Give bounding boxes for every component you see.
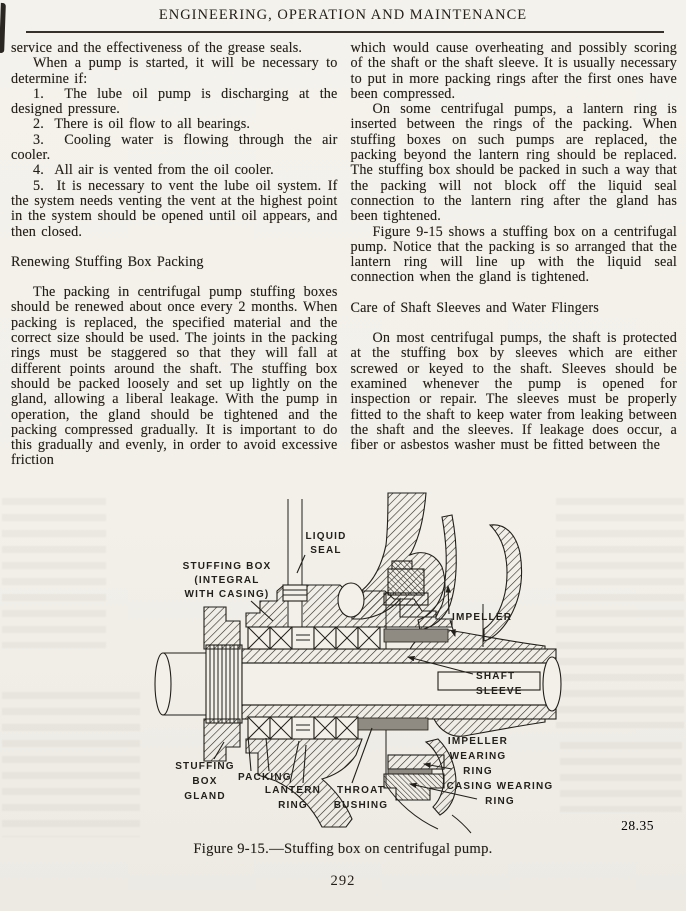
casing-channel [338,583,364,617]
header-rule [26,31,664,33]
impeller-hub [388,569,424,595]
throat-bushing-label: THROAT BUSHING [333,785,389,811]
body-paragraph: Figure 9-15 shows a stuffing box on a centrifugal pump. Notice that the packing is so arranged that the lantern ring will line up with the liquid seal connection when the gland is tightened. [350,223,677,286]
body-paragraph: which would cause overheating and possibly scoring of the shaft or the shaft sleeve. It is usually necessary to put in more packing rings after the first ones have been compressed. [350,40,677,102]
casing-wearing-ring-shape [384,774,444,800]
body-paragraph: 4. All air is vented from the oil cooler. [33,162,274,179]
lantern-ring-label: LANTERN RING [264,785,322,811]
body-paragraph: 2. There is oil flow to all bearings. [33,116,251,133]
lantern-ring-top [292,627,314,649]
impeller-outer-shroud [484,525,522,641]
body-paragraph: 3. Cooling water is flowing through the air cooler. [11,131,338,164]
figure-9-15-diagram [0,489,686,837]
liquid-seal-label: LIQUID SEAL [305,531,347,556]
section-heading: Renewing Stuffing Box Packing [11,253,204,270]
page-header: ENGINEERING, OPERATION AND MAINTENANCE [158,7,528,23]
impeller-wearing-ring-shape [388,755,444,769]
impeller-wearing-ring-label: IMPELLER WEARING RING [447,736,509,777]
shaft-sleeve-top [242,649,556,663]
casing-wearing-ring-label: CASING WEARING RING [446,781,554,807]
shaft-sleeve-label: SHAFT SLEEVE [476,671,523,697]
impeller-hub-flange [384,593,428,605]
packing-label: PACKING [238,772,292,783]
figure-credit-number: 28.35 [621,818,654,833]
text-columns [11,41,677,469]
gland-nut-threads [206,645,242,723]
casing-throat [246,739,362,827]
throat-bushing-bottom [358,718,428,730]
body-paragraph: The packing in centrifugal pump stuffing boxes should be renewed about once every 2 months. When packing is replaced, the specified material and the correct size should be used. The joints in the packing rings must be staggered so that they will fall at different points around the shaft. The stuffing box should be packed loosely and set up lightly on the gland, allowing a liberal leakage. With the pump in operation, the gland should be tightened and the packing compressed gradually. It is important to do this gradually and evenly, in order to avoid excessive friction [11,284,338,469]
section-heading: Care of Shaft Sleeves and Water Flingers [350,299,599,316]
body-paragraph: When a pump is started, it will be necessary to determine if: [11,55,338,87]
body-paragraph: On most centrifugal pumps, the shaft is protected at the stuffing box by sleeves which are either screwed or keyed to the shaft. Sleeves should be examined whenever the pump is opened for inspection or repair. The sleeves must be properly fitted to the shaft to keep water from leaking between the shaft and the sleeves. If leakage does occur, a fiber or asbestos washer must be fitted between the [350,330,677,454]
stuffing-box-gland-label: STUFFING BOX GLAND [175,761,235,802]
throat-bushing-top [384,629,448,642]
body-paragraph: service and the effectiveness of the grease seals. [11,40,303,56]
wearing-ring-seat [388,769,432,774]
impeller-hub [392,561,412,569]
figure-caption: Figure 9-15.—Stuffing box on centrifugal pump. [193,841,493,857]
shaft [155,645,561,723]
lantern-ring-bottom [292,717,314,739]
column-right [351,41,678,469]
body-paragraph: 1. The lube oil pump is discharging at the designed pressure. [11,85,338,118]
impeller-hub-hump-bottom [434,719,545,736]
stuffing-box-gland-bottom [204,719,240,761]
stuffing-box-casing-label: STUFFING BOX (INTEGRAL WITH CASING) [182,561,272,600]
stuffing-box-gland-top [204,607,240,649]
column-left [11,41,338,469]
shaft-end [543,657,561,711]
body-paragraph: 5. It is necessary to vent the lube oil system. If the system needs venting the vent at the highest point in the system should be opened until oil appears, and then closed. [11,177,338,240]
page-number: 292 [330,873,356,889]
body-paragraph: On some centrifugal pumps, a lantern ring is inserted between the rings of the packing. When stuffing boxes on such pumps are replaced, the packing beyond the lantern ring should be replaced. The stuffing box should be packed in such a way that the packing will not block off the liquid seal connection to the lantern ring after the gland has been tightened. [350,101,677,225]
impeller-label: IMPELLER [452,612,513,623]
